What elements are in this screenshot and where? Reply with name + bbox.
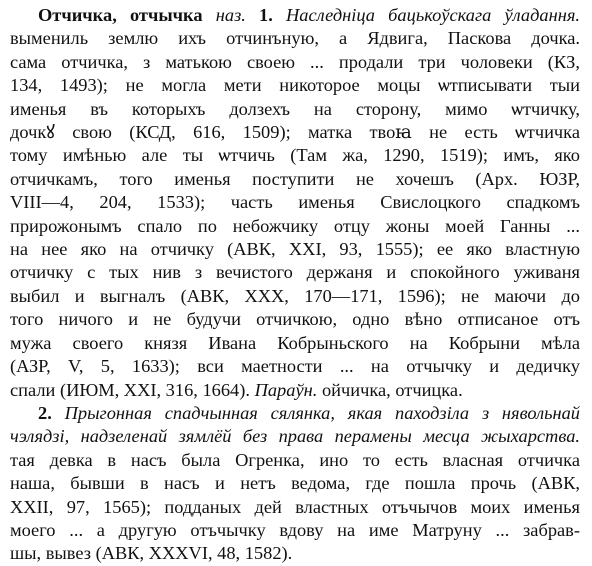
sense-1-line: сама отчичка, з матькою своею ... продали три чоловеки (КЗ,	[10, 51, 580, 72]
sense-2-definition: Прыгонная спадчынная сялянка, якая паходзіла з нявольнай	[64, 402, 580, 423]
sense-1-line: VIII—4, 204, 1533); часть именья Свислоцкого спадкомъ	[10, 192, 580, 213]
sense-2-line: тая девка в насъ была Огренка, ино то есть власная отчичка	[10, 449, 580, 470]
sense-1-line: (АЗР, V, 5, 1633); вси маетности ... на отчычку и дедичку	[10, 356, 580, 377]
sense-1-line: мужа своего князя Ивана Кобрыньского на Кобрыни мѣла	[10, 332, 580, 353]
sense-2-definition-line: чэлядзі, надзеленай зямлёй без права перамены месца жыхарства.	[10, 426, 580, 447]
sense-1-line: выбил и выгналъ (АВК, XXX, 170—171, 1596); не маючи до	[10, 285, 580, 306]
sense-1-definition: Наследніца бацькоўскага ўладання.	[286, 5, 580, 25]
sense-2-line: XXII, 97, 1565); подданых дей властных отъчычов моих именья	[10, 496, 580, 517]
sense-1-line: прирожонымъ спало по небожчику отцу жоны моей Ганны ...	[10, 215, 580, 236]
paradigm-text: ойчичка, отчицка.	[321, 379, 463, 400]
sense-1-line: дочкꙋ свою (КСД, 616, 1509); матка твоꙗ не есть ѡтчичка	[10, 122, 580, 143]
part-of-speech: наз.	[215, 5, 246, 25]
sense-1-line: отчичку с тых нив з вечистого держаня и спокойного уживаня	[10, 262, 580, 283]
sense-2-definition-line	[10, 402, 580, 425]
sense-1-line: того ничого и не будучи отчичкою, одно вѣно отписаное отъ	[10, 309, 580, 330]
headword: Отчичка, отчычка	[38, 5, 203, 25]
sense-1-line: именья въ которыхъ долзехъ на сторону, мимо ѡтчичку,	[10, 98, 580, 119]
entry-head-line	[10, 4, 580, 27]
paradigm-label: Параўн.	[254, 379, 318, 400]
sense-1-number: 1.	[259, 5, 273, 25]
sense-2-line: моего ... а другую отъчычку вдову на име Матруну ... забрав-	[10, 519, 580, 540]
sense-2-number: 2.	[38, 402, 52, 423]
sense-1-final-citation: спали (ИЮМ, XXI, 316, 1664).	[10, 379, 250, 400]
sense-2-line: наша, бывши в насъ и нетъ ведома, где пошла прочь (АВК,	[10, 473, 580, 494]
sense-2-line: шы, вывез (АВК, XXXVI, 48, 1582).	[10, 543, 293, 564]
sense-1-line: 134, 1493); не могла мети никоторое моцы ѡтписывати тыи	[10, 75, 580, 96]
sense-1-final-line	[10, 379, 580, 402]
sense-1-line: вымениль землю ихъ отчинъную, а Ядвига, Паскова дочка.	[10, 28, 580, 49]
sense-1-line: отчичкамъ, того именья поступити не хочешъ (Арх. ЮЗР,	[10, 168, 580, 189]
sense-1-line: тому имѣнью але ты ѡтчичь (Там жа, 1290, 1519); имъ, яко	[10, 145, 580, 166]
sense-1-line: на нее яко на отчичку (АВК, XXI, 93, 1555); ее яко властную	[10, 239, 580, 260]
